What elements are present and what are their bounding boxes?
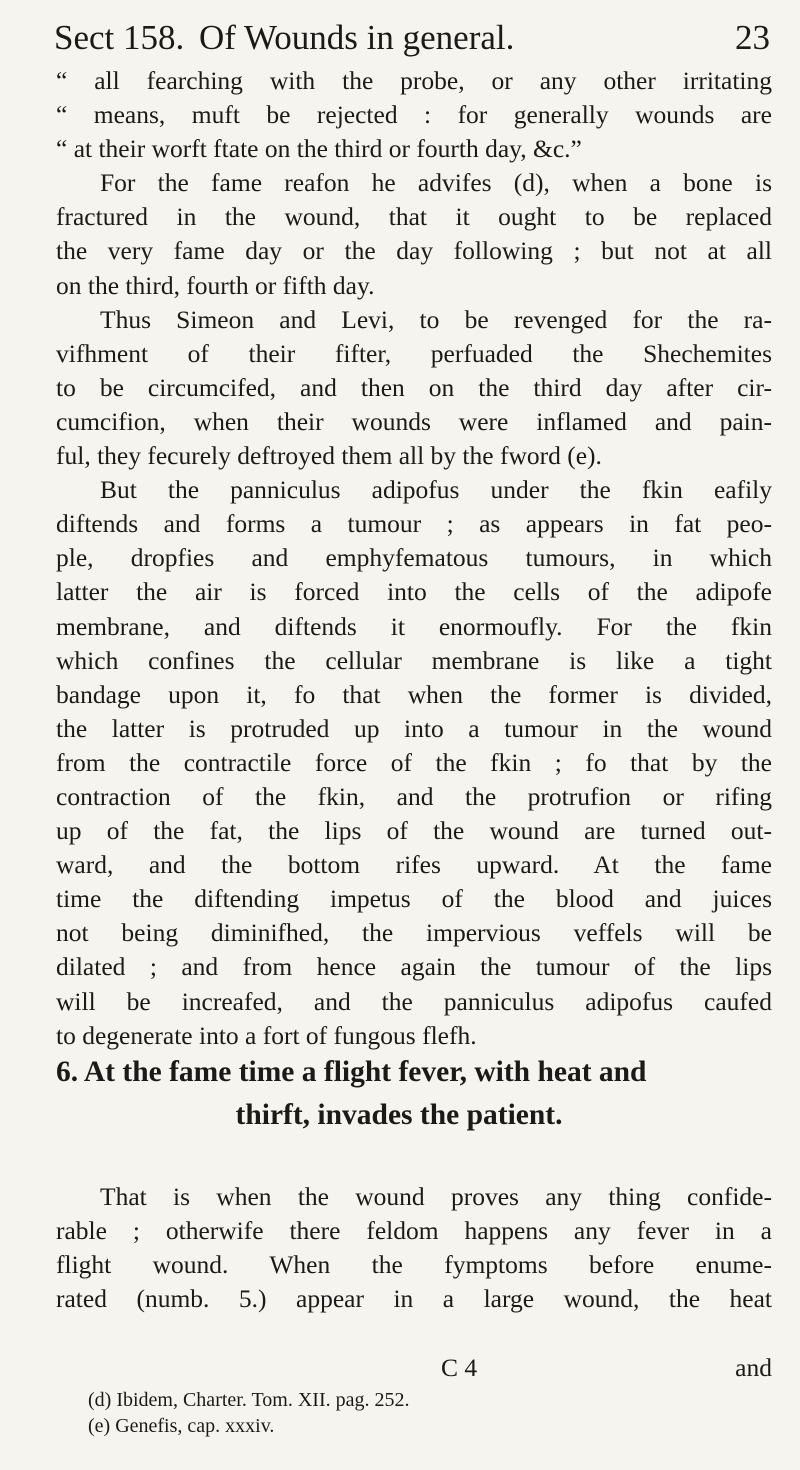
text-line: not being diminifhed, the impervious veffels will be	[56, 918, 772, 948]
text-line: diftends and forms a tumour ; as appears in fat peo-	[56, 509, 772, 539]
text-line: rable ; otherwife there feldom happens any fever in a	[56, 1216, 772, 1246]
text-line: time the diftending impetus of the blood and juices	[56, 884, 772, 914]
text-line: flight wound. When the fymptoms before enume-	[56, 1250, 772, 1280]
page-number: 23	[735, 18, 770, 57]
text-line: ple, dropfies and emphyfematous tumours, in which	[56, 543, 772, 573]
text-line: “ all fearching with the probe, or any other irritating	[56, 66, 772, 95]
aphorism-heading	[56, 1051, 772, 1137]
heading-line-1: 6. At the fame time a flight fever, with heat and	[56, 1056, 647, 1088]
text-line: contraction of the fkin, and the protrufion or rifing	[56, 781, 772, 811]
text-line: the very fame day or the day following ; but not at all	[56, 236, 772, 266]
text-line: latter the air is forced into the cells of the adipofe	[56, 577, 772, 607]
text-line: rated (numb. 5.) appear in a large wound, the heat	[56, 1284, 772, 1314]
text-line: fractured in the wound, that it ought to be replaced	[56, 202, 772, 232]
footnotes	[88, 1387, 768, 1439]
text-line: from the contractile force of the fkin ; fo that by the	[56, 747, 772, 777]
text-line: Thus Simeon and Levi, to be revenged for the ra-	[100, 304, 772, 334]
running-header	[54, 14, 770, 62]
text-line: which confines the cellular membrane is like a tight	[56, 645, 772, 675]
text-line: ful, they fecurely deftroyed them all by the fword (e).	[56, 441, 602, 471]
heading-line-2: thirft, invades the patient.	[235, 1099, 563, 1131]
text-line: ward, and the bottom rifes upward. At the fame	[56, 850, 772, 880]
footnote-e: (e) Genefis, cap. xxxiv.	[88, 1415, 275, 1437]
text-line: That is when the wound proves any thing confide-	[100, 1182, 772, 1211]
body-text-1	[56, 64, 772, 1053]
text-line: to degenerate into a fort of fungous flefh.	[56, 1020, 477, 1050]
text-line: vifhment of their fifter, perfuaded the Shechemites	[56, 338, 772, 368]
section-number: Sect 158.	[54, 18, 185, 57]
text-line: dilated ; and from hence again the tumour of the lips	[56, 952, 772, 982]
text-line: “ at their worft ftate on the third or fourth day, &c.”	[56, 134, 582, 164]
signature-mark: C 4	[441, 1353, 478, 1382]
text-line: to be circumcifed, and then on the third day after cir-	[56, 372, 772, 402]
catchword: and	[735, 1353, 772, 1382]
text-line: on the third, fourth or fifth day.	[56, 270, 375, 300]
text-line: membrane, and diftends it enormoufly. For the fkin	[56, 611, 772, 641]
text-line: “ means, muft be rejected : for generally wounds are	[56, 100, 772, 130]
text-line: will be increafed, and the panniculus adipofus caufed	[56, 986, 772, 1016]
text-line: the latter is protruded up into a tumour in the wound	[56, 713, 772, 743]
footnote-d: (d) Ibidem, Charter. Tom. XII. pag. 252.	[88, 1389, 410, 1411]
text-line: cumcifion, when their wounds were inflamed and pain-	[56, 406, 772, 436]
body-text-2	[56, 1180, 772, 1316]
text-line: bandage upon it, fo that when the former is divided,	[56, 679, 772, 709]
running-title: Of Wounds in general.	[199, 18, 515, 57]
text-line: up of the fat, the lips of the wound are turned out-	[56, 816, 772, 846]
text-line: But the panniculus adipofus under the fkin eafily	[100, 475, 772, 505]
text-line: For the fame reafon he advifes (d), when a bone is	[100, 168, 772, 198]
